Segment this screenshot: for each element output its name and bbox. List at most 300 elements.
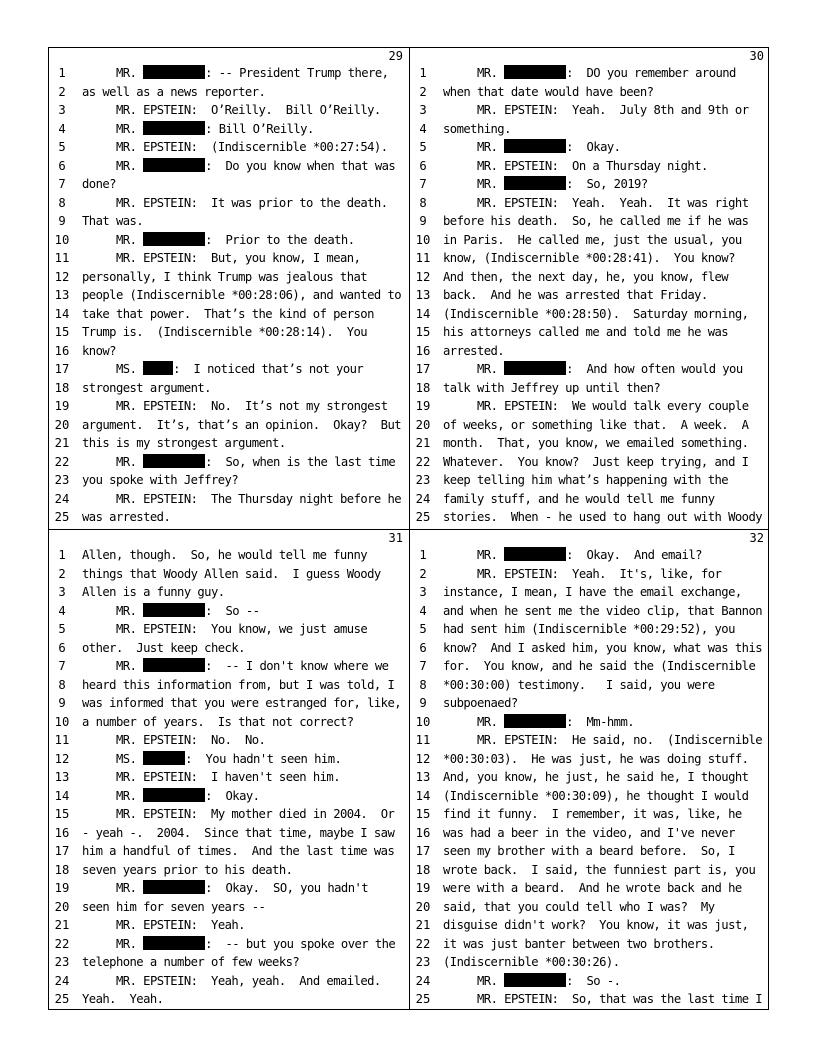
line-text xyxy=(443,508,770,527)
transcript-line xyxy=(410,416,770,435)
line-text xyxy=(82,676,409,695)
line-text-start: MR. EPSTEIN: On a Thursday night. xyxy=(477,158,708,173)
line-number: 11 xyxy=(415,251,431,265)
line-number: 23 xyxy=(415,955,431,969)
line-number: 16 xyxy=(54,343,70,358)
line-text-start: (Indiscernible *00:30:09), he thought I would xyxy=(443,788,749,803)
line-text xyxy=(477,731,770,750)
line-text-start: as well as a news reporter. xyxy=(82,84,266,99)
line-text-start: things that Woody Allen said. I guess Woody xyxy=(82,566,381,581)
line-text-start: Trump is. (Indiscernible *00:28:14). You xyxy=(82,325,368,339)
line-text xyxy=(82,508,409,527)
line-text-start: personally, I think Trump was jealous that xyxy=(82,269,368,284)
line-number: 7 xyxy=(58,659,66,673)
transcript-line xyxy=(410,565,770,584)
line-text xyxy=(477,546,770,565)
line-number: 1 xyxy=(58,66,66,80)
line-number: 8 xyxy=(419,677,427,692)
line-text-start: MR. EPSTEIN: (Indiscernible *00:27:54). xyxy=(116,140,388,154)
transcript-line xyxy=(49,101,409,120)
transcript-line xyxy=(410,935,770,954)
line-text-start: his attorneys called me and told me he was xyxy=(443,325,729,339)
transcript-line xyxy=(410,231,770,250)
line-text xyxy=(443,916,770,935)
transcript-line xyxy=(410,953,770,972)
line-text-start: strongest argument. xyxy=(82,380,211,395)
line-text xyxy=(82,471,409,490)
line-text xyxy=(443,212,770,231)
line-text-start: it was just banter between two brothers. xyxy=(443,936,715,951)
line-text xyxy=(116,397,409,416)
transcript-line xyxy=(49,824,409,843)
line-number: 1 xyxy=(419,66,427,80)
line-number: 7 xyxy=(419,177,427,191)
line-number: 17 xyxy=(54,362,70,376)
line-text-start: MR. xyxy=(116,121,144,136)
transcript-line xyxy=(410,676,770,695)
line-text-start: MR. EPSTEIN: So, that was the last time I xyxy=(477,992,763,1006)
line-text xyxy=(116,935,409,954)
line-text-end: : So, 2019? xyxy=(566,177,648,191)
line-text-start: instance, I mean, I have the email exchange, xyxy=(443,585,742,599)
transcript-line xyxy=(49,471,409,490)
line-text-start: heard this information from, but I was told, I xyxy=(82,677,395,692)
line-number: 14 xyxy=(54,788,70,803)
transcript-line xyxy=(410,471,770,490)
redaction-bar xyxy=(143,658,205,672)
line-text-start: MR. xyxy=(116,158,144,173)
line-text-start: of weeks, or something like that. A week. A xyxy=(443,417,749,432)
line-text xyxy=(116,879,409,898)
line-text-end: : -- I don't know where we xyxy=(205,659,389,673)
transcript-line xyxy=(410,157,770,176)
line-text-end: : Prior to the death. xyxy=(205,232,355,247)
redaction-bar xyxy=(143,121,205,135)
transcript-line xyxy=(410,490,770,509)
transcript-line xyxy=(49,194,409,213)
transcript-line xyxy=(49,694,409,713)
line-text-start: know? And I asked him, you know, what was this xyxy=(443,640,763,655)
line-number: 22 xyxy=(415,936,431,951)
line-text-start: MR. xyxy=(116,454,144,469)
line-text xyxy=(477,175,770,194)
line-text-end: : Okay. xyxy=(566,140,621,154)
transcript-line xyxy=(410,194,770,213)
redaction-bar xyxy=(504,714,566,728)
line-text-start: said, that you could tell who I was? My xyxy=(443,899,715,914)
redaction-bar xyxy=(143,751,185,765)
line-number: 10 xyxy=(54,714,70,729)
line-number: 7 xyxy=(58,177,66,191)
transcript-line xyxy=(49,138,409,157)
line-text-start: MR. xyxy=(116,603,144,618)
line-text-start: That was. xyxy=(82,214,144,228)
line-text-end: : So -. xyxy=(566,973,621,988)
line-text-start: disguise didn't work? You know, it was just, xyxy=(443,918,749,932)
line-text-start: back. And he was arrested that Friday. xyxy=(443,288,708,302)
line-text xyxy=(82,842,409,861)
line-number: 11 xyxy=(54,733,70,747)
line-text xyxy=(82,268,409,287)
line-number: 4 xyxy=(419,121,427,136)
transcript-line xyxy=(410,101,770,120)
transcript-line xyxy=(410,916,770,935)
line-text xyxy=(443,620,770,639)
line-text-end: : So -- xyxy=(205,603,260,618)
line-number: 4 xyxy=(58,121,66,136)
line-text-start: MR. EPSTEIN: But, you know, I mean, xyxy=(116,251,361,265)
redaction-bar xyxy=(143,158,205,172)
line-text xyxy=(116,453,409,472)
line-text-start: MS. xyxy=(116,751,144,766)
transcript-page-grid xyxy=(48,47,769,1010)
line-number: 25 xyxy=(415,510,431,524)
transcript-line xyxy=(49,620,409,639)
transcript-line xyxy=(49,360,409,379)
line-text-start: MR. xyxy=(477,973,505,988)
line-text-start: a number of years. Is that not correct? xyxy=(82,714,354,729)
line-number: 19 xyxy=(54,881,70,895)
line-text-start: MR. EPSTEIN: I haven't seen him. xyxy=(116,770,340,784)
line-text xyxy=(443,602,770,621)
line-text xyxy=(443,120,770,139)
line-text xyxy=(443,768,770,787)
transcript-line xyxy=(49,546,409,565)
transcript-line xyxy=(410,249,770,268)
line-text xyxy=(443,879,770,898)
transcript-line xyxy=(49,602,409,621)
transcript-line xyxy=(410,694,770,713)
line-text xyxy=(116,157,409,176)
transcript-line xyxy=(410,342,770,361)
line-text-start: MR. xyxy=(477,66,505,80)
line-text-start: arrested. xyxy=(443,343,505,358)
line-text xyxy=(443,787,770,806)
line-text xyxy=(443,898,770,917)
line-text xyxy=(82,323,409,342)
line-number: 9 xyxy=(419,214,427,228)
line-text-start: wrote back. I said, the funniest part is, you xyxy=(443,862,756,877)
line-text xyxy=(443,583,770,602)
line-text-start: seen my brother with a beard before. So, I xyxy=(443,844,735,858)
line-text-start: MS. xyxy=(116,362,144,376)
line-number: 3 xyxy=(419,585,427,599)
transcript-line xyxy=(410,453,770,472)
redaction-bar xyxy=(143,361,173,375)
line-text-start: MR. EPSTEIN: Yeah. July 8th and 9th or xyxy=(477,103,749,117)
line-text xyxy=(116,805,409,824)
line-number: 25 xyxy=(54,510,70,524)
line-text xyxy=(443,824,770,843)
transcript-lines xyxy=(410,546,770,1009)
redaction-bar xyxy=(504,65,566,79)
line-text xyxy=(477,397,770,416)
line-text-start: - yeah -. 2004. Since that time, maybe I saw xyxy=(82,825,395,840)
line-text xyxy=(82,83,409,102)
line-text-start: MR. EPSTEIN: Yeah, yeah. And emailed. xyxy=(116,973,381,988)
transcript-line xyxy=(410,879,770,898)
transcript-lines xyxy=(410,64,770,527)
line-text-start: had sent him (Indiscernible *00:29:52), you xyxy=(443,622,735,636)
line-text xyxy=(116,194,409,213)
line-text xyxy=(82,953,409,972)
line-text xyxy=(477,565,770,584)
line-text-start: stories. When - he used to hang out with Woody xyxy=(443,510,763,524)
line-number: 3 xyxy=(58,103,66,117)
transcript-line xyxy=(410,508,770,527)
page-number: 32 xyxy=(749,531,764,545)
line-number: 20 xyxy=(415,899,431,914)
line-text-end: : DO you remember around xyxy=(566,66,736,80)
line-text xyxy=(443,268,770,287)
line-number: 20 xyxy=(54,417,70,432)
line-number: 16 xyxy=(415,343,431,358)
line-text xyxy=(82,175,409,194)
line-text-start: *00:30:00) testimony. I said, you were xyxy=(443,677,715,692)
line-number: 14 xyxy=(54,306,70,321)
line-text xyxy=(443,342,770,361)
transcript-line xyxy=(410,434,770,453)
transcript-line xyxy=(49,916,409,935)
transcript-line xyxy=(49,268,409,287)
line-number: 17 xyxy=(54,844,70,858)
line-text-start: MR. xyxy=(477,548,505,562)
transcript-page-31 xyxy=(49,530,409,1011)
line-text-start: MR. xyxy=(116,788,144,803)
line-text-end: : -- President Trump there, xyxy=(205,66,389,80)
line-text-start: MR. EPSTEIN: We would talk every couple xyxy=(477,399,749,413)
transcript-line xyxy=(410,379,770,398)
line-text-start: talk with Jeffrey up until then? xyxy=(443,380,661,395)
line-text xyxy=(477,138,770,157)
line-number: 21 xyxy=(54,436,70,450)
redaction-bar xyxy=(143,880,205,894)
line-text xyxy=(443,953,770,972)
line-number: 2 xyxy=(58,566,66,581)
transcript-line xyxy=(49,842,409,861)
transcript-line xyxy=(410,990,770,1009)
transcript-line xyxy=(410,824,770,843)
redaction-bar xyxy=(143,454,205,468)
line-number: 15 xyxy=(54,325,70,339)
transcript-line xyxy=(49,249,409,268)
line-text xyxy=(443,231,770,250)
line-number: 9 xyxy=(58,214,66,228)
transcript-lines xyxy=(49,546,409,1009)
transcript-line xyxy=(49,787,409,806)
line-number: 24 xyxy=(54,973,70,988)
line-text-start: argument. It’s, that’s an opinion. Okay? But xyxy=(82,417,402,432)
transcript-line xyxy=(410,120,770,139)
line-number: 21 xyxy=(415,918,431,932)
line-number: 17 xyxy=(415,844,431,858)
line-text-start: telephone a number of few weeks? xyxy=(82,955,300,969)
line-text-start: MR. EPSTEIN: He said, no. (Indiscernible xyxy=(477,733,763,747)
transcript-line xyxy=(49,639,409,658)
line-number: 6 xyxy=(419,158,427,173)
line-text xyxy=(82,565,409,584)
transcript-line xyxy=(49,212,409,231)
line-number: 3 xyxy=(419,103,427,117)
line-number: 25 xyxy=(54,992,70,1006)
redaction-bar xyxy=(143,232,205,246)
line-number: 8 xyxy=(58,677,66,692)
line-number: 10 xyxy=(54,232,70,247)
line-text xyxy=(116,138,409,157)
line-text-start: MR. EPSTEIN: Yeah. Yeah. It was right xyxy=(477,195,749,210)
line-number: 24 xyxy=(415,973,431,988)
line-text-start: him a handful of times. And the last time was xyxy=(82,844,395,858)
transcript-line xyxy=(49,120,409,139)
transcript-line xyxy=(49,64,409,83)
line-text xyxy=(443,805,770,824)
transcript-line xyxy=(410,750,770,769)
transcript-line xyxy=(49,342,409,361)
line-text xyxy=(82,416,409,435)
line-text-start: month. That, you know, we emailed something. xyxy=(443,436,749,450)
line-text-start: MR. EPSTEIN: No. No. xyxy=(116,733,266,747)
line-number: 22 xyxy=(54,936,70,951)
line-text xyxy=(443,490,770,509)
transcript-line xyxy=(410,731,770,750)
line-text-start: MR. xyxy=(477,362,505,376)
line-text xyxy=(82,342,409,361)
line-text-start: you spoke with Jeffrey? xyxy=(82,473,239,487)
redaction-bar xyxy=(504,176,566,190)
line-text-start: MR. EPSTEIN: My mother died in 2004. Or xyxy=(116,807,395,821)
transcript-line xyxy=(410,713,770,732)
line-text xyxy=(82,286,409,305)
line-number: 23 xyxy=(415,473,431,487)
line-text xyxy=(116,64,409,83)
line-text-start: (Indiscernible *00:30:26). xyxy=(443,955,620,969)
redaction-bar xyxy=(143,603,205,617)
line-text-start: Whatever. You know? Just keep trying, and I xyxy=(443,454,749,469)
line-text xyxy=(443,750,770,769)
line-text xyxy=(116,620,409,639)
line-text-start: and when he sent me the video clip, that Bannon xyxy=(443,603,763,618)
line-number: 16 xyxy=(54,825,70,840)
line-number: 2 xyxy=(58,84,66,99)
line-text xyxy=(116,120,409,139)
line-text xyxy=(443,694,770,713)
transcript-line xyxy=(410,861,770,880)
line-text-start: this is my strongest argument. xyxy=(82,436,286,450)
line-text-start: family stuff, and he would tell me funny xyxy=(443,491,715,506)
transcript-line xyxy=(49,768,409,787)
line-text-start: find it funny. I remember, it was, like, he xyxy=(443,807,742,821)
line-text-start: MR. xyxy=(116,936,144,951)
line-text xyxy=(477,972,770,991)
line-text xyxy=(443,379,770,398)
line-text xyxy=(443,453,770,472)
line-text xyxy=(477,713,770,732)
line-text-start: other. Just keep check. xyxy=(82,640,245,655)
transcript-line xyxy=(410,546,770,565)
line-number: 15 xyxy=(415,325,431,339)
transcript-line xyxy=(410,657,770,676)
line-text-end: : Bill O’Reilly. xyxy=(205,121,314,136)
line-text-start: MR. EPSTEIN: Yeah. It's, like, for xyxy=(477,566,722,581)
line-number: 19 xyxy=(54,399,70,413)
line-number: 20 xyxy=(415,417,431,432)
line-text-start: MR. xyxy=(477,177,505,191)
line-text-start: MR. xyxy=(116,232,144,247)
line-text xyxy=(477,360,770,379)
line-text-end: : And how often would you xyxy=(566,362,743,376)
redaction-bar xyxy=(504,547,566,561)
line-number: 15 xyxy=(415,807,431,821)
line-text-start: were with a beard. And he wrote back and he xyxy=(443,881,742,895)
line-text-start: MR. EPSTEIN: You know, we just amuse xyxy=(116,622,368,636)
line-number: 24 xyxy=(54,491,70,506)
transcript-line xyxy=(49,397,409,416)
line-text xyxy=(82,861,409,880)
transcript-page-30 xyxy=(410,48,770,529)
line-number: 9 xyxy=(58,696,66,710)
line-number: 2 xyxy=(419,566,427,581)
line-text xyxy=(477,64,770,83)
line-text xyxy=(443,842,770,861)
transcript-line xyxy=(410,175,770,194)
line-text xyxy=(116,768,409,787)
redaction-bar xyxy=(504,973,566,987)
line-text xyxy=(116,731,409,750)
line-text xyxy=(82,824,409,843)
line-number: 16 xyxy=(415,825,431,840)
line-text-start: seen him for seven years -- xyxy=(82,899,266,914)
transcript-line xyxy=(410,898,770,917)
redaction-bar xyxy=(504,139,566,153)
line-number: 18 xyxy=(54,380,70,395)
line-text xyxy=(443,935,770,954)
line-text xyxy=(82,583,409,602)
line-text xyxy=(477,157,770,176)
line-number: 2 xyxy=(419,84,427,99)
line-text xyxy=(443,471,770,490)
line-text xyxy=(82,305,409,324)
line-text xyxy=(116,360,409,379)
line-number: 24 xyxy=(415,491,431,506)
line-number: 14 xyxy=(415,306,431,321)
transcript-line xyxy=(49,434,409,453)
transcript-line xyxy=(410,323,770,342)
line-text-start: seven years prior to his death. xyxy=(82,862,293,877)
line-number: 25 xyxy=(415,992,431,1006)
line-number: 5 xyxy=(419,140,427,154)
transcript-line xyxy=(410,212,770,231)
line-text-start: was informed that you were estranged for, like, xyxy=(82,696,402,710)
transcript-line xyxy=(49,379,409,398)
line-number: 22 xyxy=(54,454,70,469)
transcript-line xyxy=(49,175,409,194)
line-text xyxy=(82,694,409,713)
transcript-line xyxy=(410,286,770,305)
line-text-start: *00:30:03). He was just, he was doing stuff. xyxy=(443,751,749,766)
line-text-start: Allen, though. So, he would tell me funny xyxy=(82,548,368,562)
line-text-start: MR. EPSTEIN: The Thursday night before he xyxy=(116,491,402,506)
transcript-line xyxy=(410,787,770,806)
transcript-line xyxy=(410,83,770,102)
line-text xyxy=(116,249,409,268)
line-text-start: And then, the next day, he, you know, flew xyxy=(443,269,729,284)
line-text-start: Allen is a funny guy. xyxy=(82,585,225,599)
line-number: 6 xyxy=(58,640,66,655)
page-number: 31 xyxy=(388,531,403,545)
line-text-start: MR. xyxy=(116,659,144,673)
line-text-start: MR. xyxy=(116,66,144,80)
transcript-line xyxy=(410,305,770,324)
